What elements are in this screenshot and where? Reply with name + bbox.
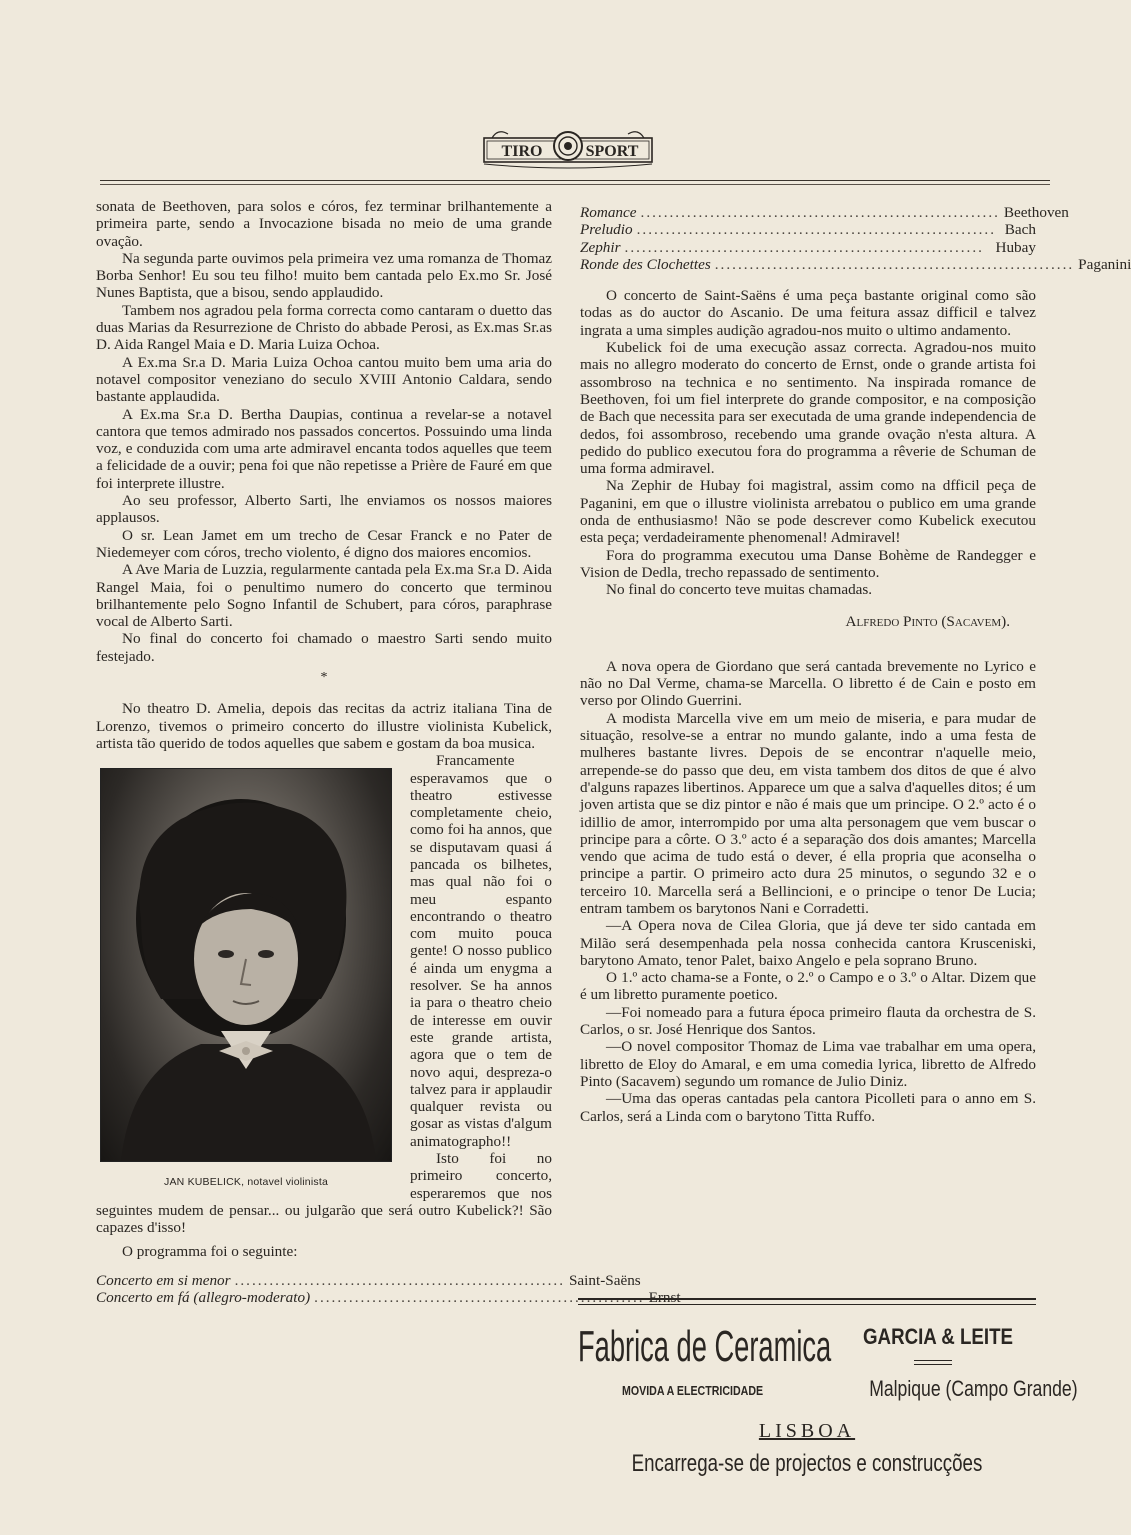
leader-dots: ......................................................... bbox=[234, 1271, 565, 1289]
svg-text:TIRO: TIRO bbox=[501, 143, 543, 160]
svg-text:SPORT: SPORT bbox=[585, 143, 639, 160]
ad-city-wrapper bbox=[578, 1420, 1036, 1443]
article-paragraph: No theatro D. Amelia, depois das recitas da actriz italiana Tina de Lorenzo, tivemos o primeiro concerto do illustre violinista Kubelick, artista tão querido de todos aquelles que sabem e gostam da boa musica. bbox=[96, 700, 552, 752]
ad-rule bbox=[578, 1304, 1036, 1305]
kubelick-portrait-image bbox=[100, 768, 392, 1162]
ad-city: LISBOA bbox=[758, 1420, 856, 1442]
leader-dots: .............................................................. bbox=[636, 221, 996, 239]
ceramics-advertisement bbox=[578, 1298, 1078, 1500]
article-paragraph: Isto foi no primeiro concerto, esperaremos que nos seguintes mudem de pensar... ou julgarão que será outro Kubelick?! São capazes d'isso! bbox=[96, 1150, 552, 1237]
leader-dots: .............................................................. bbox=[624, 238, 984, 256]
masthead-logo bbox=[478, 120, 658, 172]
programme-composer: Bach bbox=[1004, 221, 1036, 239]
masthead-emblem-icon bbox=[478, 120, 658, 172]
news-paragraph: A modista Marcella vive em um meio de miseria, e para mudar de situação, resolve-se a entrar no mundo galante, indo a uma festa de mulheres bastante livres. Depois de se encontrar n'aquelle meio, arrepende-se do passo que deu, em vista tambem dos ditos de que é alvo d'alguns rapazes libertinos. Apparece um que a salva d'aquelles ditos; é um joven artista que se diz pintor e não é mais que um principe. O 2.º acto é o idillio de amor, interrompido por uma alta personagem que vem buscar o principe para a côrte. O 3.º acto é a separação dos dois amantes; Marcella vendo que acima de tudo está o dever, é ella propria que aconselha o principe a partir. O primeiro acto dura 25 minutos, o segundo 32 e o terceiro 10. Marcella será a Bellincioni, e o principe o tenor De Lucia; entram tambem os barytonos Nani e Corradetti. bbox=[580, 709, 1036, 917]
ad-slogan: Encarrega-se de projectos e construcções bbox=[631, 1450, 983, 1477]
ad-company-name: Fabrica de Ceramica bbox=[578, 1322, 832, 1371]
portrait-figure bbox=[96, 754, 396, 1194]
programme-title: Preludio bbox=[580, 221, 633, 239]
leader-dots: ......................................................... bbox=[314, 1289, 645, 1307]
news-paragraph: A nova opera de Giordano que será cantada brevemente no Lyrico e não no Dal Verme, chama-se Marcella. O libretto é de Cain e posto em verso por Olindo Guerrini. bbox=[580, 657, 1036, 710]
article-paragraph: O programma foi o seguinte: bbox=[122, 1242, 298, 1260]
article-paragraph: Na segunda parte ouvimos pela primeira vez uma romanza de Thomaz Borba Senhor! Eu sou teu filho! muito bem cantada pelo Ex.mo Sr. José Nunes Baptista, que a bisou, sendo applaudido. bbox=[96, 249, 552, 302]
article-paragraph: No final do concerto foi chamado o maestro Sarti sendo muito festejado. bbox=[96, 630, 552, 665]
article-paragraph: Tambem nos agradou pela forma correcta como cantaram o duetto das duas Marias da Resurrezione de Christo do abbade Perosi, as Ex.mas Sr.as D. Aida Rangel Maia e D. Maria Luiza Ochoa. bbox=[96, 301, 552, 354]
news-paragraph: —A Opera nova de Cilea Gloria, que já deve ter sido cantada em Milão será desempenhada pela nossa conhecida cantora Krusceniski, barytono Amato, tenor Palet, baixo Angelo e pela soprano Bruno. bbox=[580, 917, 1036, 969]
news-paragraph: —O novel compositor Thomaz de Lima vae trabalhar em uma opera, libretto de Eloy do Amaral, e em uma comedia lyrica, libretto de Alfredo Pinto (Sacavem) segundo um romance de Julio Diniz. bbox=[580, 1038, 1036, 1090]
header-rule-thin bbox=[100, 184, 1050, 185]
section-separator: * bbox=[320, 670, 328, 686]
programme-row bbox=[580, 221, 1036, 238]
news-paragraph: —Uma das operas cantadas pela cantora Picolleti para o anno em S. Carlos, será a Linda com o barytono Titta Ruffo. bbox=[580, 1090, 1036, 1125]
ad-address: Malpique (Campo Grande) bbox=[869, 1376, 1078, 1401]
ad-power-note: MOVIDA A ELECTRICIDADE bbox=[622, 1384, 764, 1398]
portrait-caption: JAN KUBELICK, notavel violinista bbox=[164, 1176, 328, 1189]
programme-composer: Saint-Saëns bbox=[568, 1271, 641, 1289]
article-signature: Alfredo Pinto (Sacavem). bbox=[845, 612, 1010, 630]
programme-row bbox=[580, 255, 1131, 273]
article-paragraph: Na Zephir de Hubay foi magistral, assim como na dfficil peça de Paganini, em que o illustre violinista arrebatou o publico em uma grande onda de enthusiasmo! Não se pode descrever como Kubelick executou esta peça; verdadeiramente phenomenal! Admiravel! bbox=[580, 477, 1036, 547]
right-column bbox=[580, 204, 1131, 1125]
article-paragraph: A Ex.ma Sr.a D. Bertha Daupias, continua a revelar-se a notavel cantora que temos admirado nos passados concertos. Possuindo uma linda voz, e conduzida com uma arte admiravel encanta todos aquelles que teem a felicidade de a ouvir; pena foi que não repetisse a Prière de Fauré em que foi interprete illustre. bbox=[96, 405, 552, 492]
programme-row bbox=[580, 239, 1036, 256]
programme-title: Romance bbox=[580, 204, 637, 221]
portrait-illustration-icon bbox=[101, 769, 391, 1161]
programme-composer: Ernst bbox=[648, 1289, 681, 1307]
programme-list-right bbox=[580, 204, 1131, 273]
programme-title: Concerto em fá (allegro-moderato) bbox=[96, 1289, 311, 1307]
ad-divider bbox=[914, 1360, 952, 1361]
leader-dots: .............................................................. bbox=[714, 255, 1075, 273]
ad-firm-name: GARCIA & LEITE bbox=[863, 1324, 1013, 1349]
article-paragraph: Fora do programma executou uma Danse Bohème de Randegger e Vision de Dedla, trecho repassado de sentimento. bbox=[580, 546, 1036, 581]
article-paragraph: A Ex.ma Sr.a D. Maria Luiza Ochoa cantou muito bem uma aria do notavel compositor veneziano do seculo XVIII Antonio Caldara, sendo bastante applaudida. bbox=[96, 353, 552, 406]
programme-title: Zephir bbox=[580, 238, 621, 256]
article-paragraph: No final do concerto teve muitas chamadas. bbox=[606, 581, 873, 599]
article-paragraph: A Ave Maria de Luzzia, regularmente cantada pela Ex.ma Sr.a D. Aida Rangel Maia, foi o penultimo numero do concerto que terminou brilhantemente pelo Sogno Infantil de Schubert, para córos, paraphrase vocal de Alberto Sarti. bbox=[96, 561, 552, 631]
article-paragraph: sonata de Beethoven, para solos e córos, fez terminar brilhantemente a primeira parte, sendo a Invocazione bisada no meio de uma grande ovação. bbox=[96, 198, 552, 250]
programme-composer: Paganini bbox=[1078, 255, 1131, 273]
leader-dots: .............................................................. bbox=[640, 204, 1000, 221]
article-paragraph: Francamente esperavamos que o theatro estivesse completamente cheio, como foi ha annos, que se disputavam quasi á pancada os bilhetes, mas qual não foi o meu espanto encontrando o theatro com muito pouca gente! O nosso publico é ainda um enygma a resolver. Se ha annos ia para o theatro cheio de interesse em ouvir este grande artista, agora que o tem de novo aqui, despreza-o talvez para ir applaudir qualquer revista ou gosar as vistas d'algum animatographo!! bbox=[410, 752, 552, 1150]
programme-title: Concerto em si menor bbox=[96, 1271, 231, 1289]
header-rule bbox=[100, 180, 1050, 181]
news-paragraph: O 1.º acto chama-se a Fonte, o 2.º o Campo e o 3.º o Altar. Dizem que é um libretto puramente poetico. bbox=[580, 969, 1036, 1004]
programme-composer: Hubay bbox=[995, 238, 1036, 256]
article-paragraph: O concerto de Saint-Saëns é uma peça bastante original como são todas as do auctor do Ascanio. De uma feitura assaz difficil e talvez ingrata a uma simples audição agradou-nos muito o ultimo andamento. bbox=[580, 287, 1036, 339]
programme-title: Ronde des Clochettes bbox=[580, 255, 711, 273]
programme-list-left bbox=[96, 1271, 681, 1307]
programme-row bbox=[580, 204, 1069, 221]
article-paragraph: O sr. Lean Jamet em um trecho de Cesar Franck e no Pater de Niedemeyer com córos, trecho violento, é digno dos maiores encomios. bbox=[96, 526, 552, 561]
programme-row bbox=[96, 1271, 641, 1289]
programme-composer: Beethoven bbox=[1003, 204, 1069, 221]
article-paragraph: Kubelick foi de uma execução assaz correcta. Agradou-nos muito mais no allegro moderato do concerto de Ernst, onde o grande artista foi assombroso na technica e no sentimento. Na inspirada romance de Beethoven, foi um fiel interprete do grande compositor, e na composição de Bach que necessita para ser executada de uma grande independencia de dedos, foi assombroso, recebendo uma grande ovação n'esta altura. A pedido do publico executou fora do programma a rêverie de Schuman de uma forma admiravel. bbox=[580, 339, 1036, 478]
news-paragraph: —Foi nomeado para a futura época primeiro flauta da orchestra de S. Carlos, o sr. José Henrique dos Santos. bbox=[580, 1003, 1036, 1039]
programme-row bbox=[96, 1289, 681, 1307]
article-paragraph: Ao seu professor, Alberto Sarti, lhe enviamos os nossos maiores applausos. bbox=[96, 492, 552, 527]
ad-divider bbox=[914, 1364, 952, 1365]
kubelick-section bbox=[96, 700, 681, 1307]
